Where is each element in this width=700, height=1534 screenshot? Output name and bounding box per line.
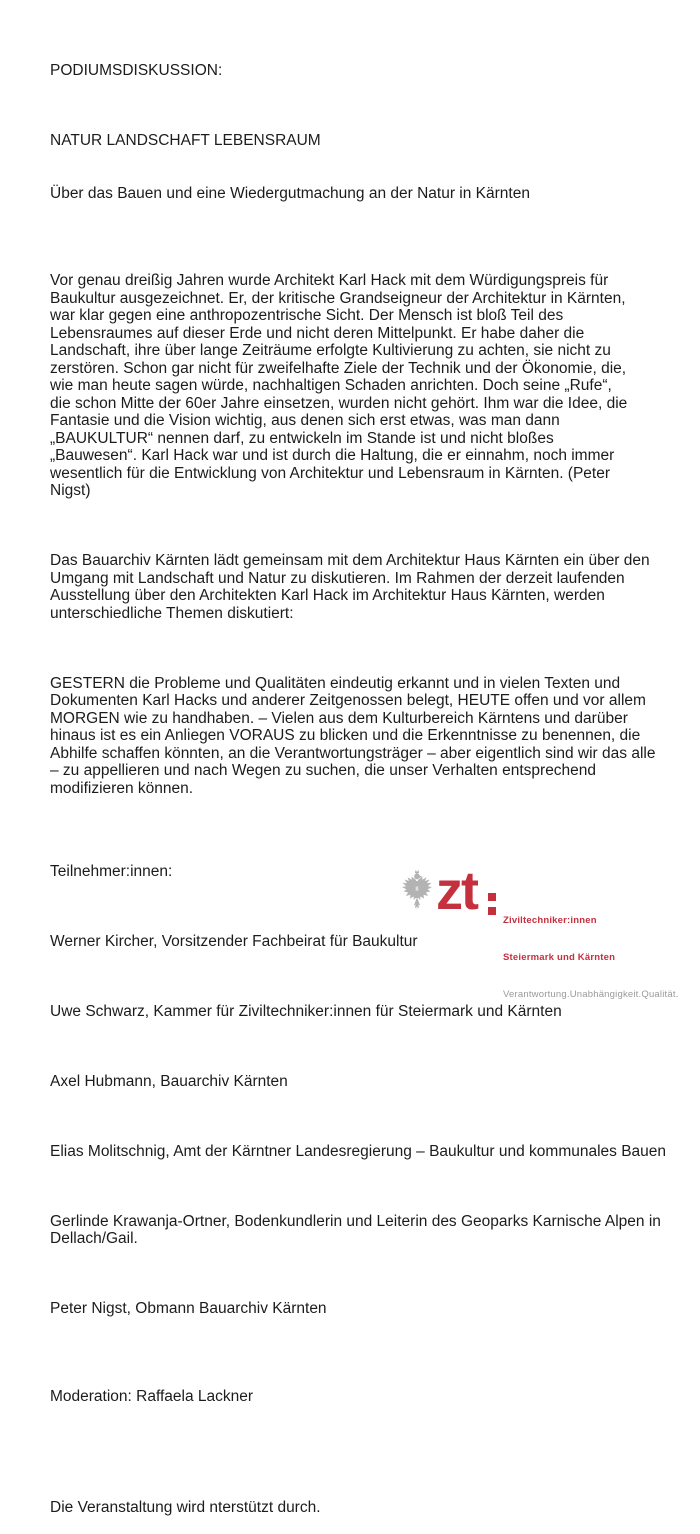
paragraph-invitation: Das Bauarchiv Kärnten lädt gemeinsam mit dem Architektur Haus Kärnten ein über den Umgang mit Landschaft und Natur zu diskutieren. Im Rahmen der derzeit laufenden Ausstellung über den Architekten Karl Hack im Architektur Haus Kärnten, werden unterschiedliche Themen diskutiert: <box>50 552 650 622</box>
document-page <box>50 27 700 1534</box>
logo-text-block <box>503 890 679 1026</box>
page-title: NATUR LANDSCHAFT LEBENSRAUM <box>50 132 321 149</box>
paragraph-themes: GESTERN die Probleme und Qualitäten eindeutig erkannt und in vielen Texten und Dokumenten Karl Hacks und anderer Zeitgenossen belegt, HEUTE offen und vor allem MORGEN wie zu handhaben. – Vielen aus dem Kulturbereich Kärntens und darüber hinaus ist es ein Anliegen VORAUS zu blicken und die Erkenntnisse zu benennen, die Abhilfe schaffen könnten, an die Verantwortungsträger – aber eigentlich sind wir das alle – zu appellieren und nach Wegen zu suchen, die unser Verhalten entsprechend modifizieren können. <box>50 674 656 797</box>
kicker: PODIUMSDISKUSSION: <box>50 62 223 79</box>
participants-heading: Teilnehmer:innen: <box>50 862 173 880</box>
participant-item: Gerlinde Krawanja-Ortner, Bodenkundlerin und Leiterin des Geoparks Karnische Alpen in Dellach/Gail. <box>50 1212 661 1247</box>
logo-org-line2: Steiermark und Kärnten <box>503 952 616 964</box>
zt-wordmark: zt <box>436 861 477 921</box>
zt-kammer-logo <box>398 861 688 1001</box>
participant-item: Uwe Schwarz, Kammer für Ziviltechniker:innen für Steiermark und Kärnten <box>50 1002 562 1020</box>
logo-org-line1: Ziviltechniker:innen <box>503 914 597 926</box>
zt-colon-dot-icon <box>488 907 496 915</box>
participant-item: Elias Molitschnig, Amt der Kärntner Landesregierung – Baukultur und kommunales Bauen <box>50 1142 667 1160</box>
participant-item: Werner Kircher, Vorsitzender Fachbeirat für Baukultur <box>50 932 418 950</box>
moderation-line: Moderation: Raffaela Lackner <box>50 1387 254 1405</box>
paragraph-intro: Vor genau dreißig Jahren wurde Architekt Karl Hack mit dem Würdigungspreis für Baukultur ausgezeichnet. Er, der kritische Grandseigneur der Architektur in Kärnten, war klar gegen eine anthropozentrische Sicht. Der Mensch ist bloß Teil des Lebensraumes auf dieser Erde und nicht deren Mittelpunkt. Er habe daher die Landschaft, ihre über lange Zeiträume erfolgte Kultivierung zu achten, sie nicht zu zerstören. Schon gar nicht für zweifelhafte Ziele der Technik und der Ökonomie, die, wie man heute sagen würde, nachhaltigen Schaden anrichten. Doch seine „Rufe“, die schon Mitte der 60er Jahre einsetzen, wurden nicht gehört. Ihm war die Idee, die Fantasie und die Vision wichtig, aus denen sich erst etwas, was man dann „BAUKULTUR“ nennen darf, zu entwickeln im Stande ist und nicht bloßes „Bauwesen“. Karl Hack war und ist durch die Haltung, die er einnahm, noch immer wesentlich für die Entwicklung von Architektur und Lebensraum in Kärnten. (Peter Nigst) <box>50 272 628 499</box>
austrian-eagle-icon <box>400 868 434 914</box>
participant-item: Peter Nigst, Obmann Bauarchiv Kärnten <box>50 1300 327 1317</box>
footer-note: Die Veranstaltung wird nterstützt durch. <box>50 1499 321 1516</box>
zt-colon-dot-icon <box>488 893 496 901</box>
logo-tagline: Verantwortung.Unabhängigkeit.Qualität. <box>503 989 679 1001</box>
page-subtitle: Über das Bauen und eine Wiedergutmachung an der Natur in Kärnten <box>50 184 530 202</box>
participant-item: Axel Hubmann, Bauarchiv Kärnten <box>50 1072 288 1090</box>
